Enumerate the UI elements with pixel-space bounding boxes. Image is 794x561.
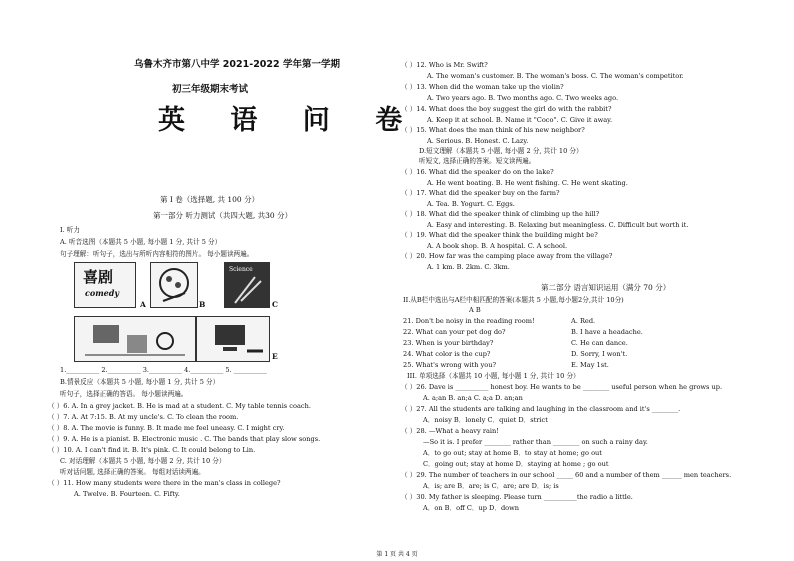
question-27-options: A．noisy B．lonely C．quiet D．strict	[423, 416, 548, 424]
question-10: （ ）10. A. I can't find it. B. It's pink. C. It could belong to Lin.	[48, 446, 256, 454]
question-17: （ ）17. What did the speaker buy on the farm?	[401, 189, 560, 197]
match-b: B. I have a headache.	[571, 328, 643, 336]
question-14: （ ）14. What does the boy suggest the girl do with the rabbit?	[401, 105, 612, 113]
section-listening: I. 听力	[60, 226, 80, 234]
food-icon	[151, 263, 197, 307]
question-27: （ ）27. All the students are talking and laughing in the classroom and it's ________.	[401, 405, 681, 413]
section-b-note: 听句子，选择正确的答语。 每小题读两遍。	[60, 390, 188, 398]
question-19: （ ）19. What did the speaker think the building might be?	[401, 231, 598, 239]
picture-e	[196, 316, 270, 362]
question-16-options: A. He went boating. B. He went fishing. C. He went skating.	[427, 179, 628, 187]
question-16: （ ）16. What did the speaker do on the lake?	[401, 168, 554, 176]
section-c-note: 听对话问题, 选择正确的答案。 每组对话读两遍。	[60, 468, 205, 476]
question-30-options: A．on B．off C．up D．down	[423, 504, 520, 512]
computer-icon	[197, 317, 269, 361]
label-c: C	[272, 300, 278, 309]
question-30: （ ）30. My father is sleeping. Please turn __________the radio a little.	[401, 493, 633, 501]
question-13-options: A. Two years ago. B. Two months ago. C. Two weeks ago.	[427, 94, 619, 102]
page-title: 英 语 问 卷	[158, 105, 421, 136]
section-iii-title: III. 单项选择（本题共 10 小题, 每小题 1 分, 共计 10 分）	[407, 372, 580, 380]
match-a: A. Red.	[571, 317, 596, 325]
question-11: （ ）11. How many students were there in the man's class in college?	[48, 479, 281, 487]
question-28-options-2: C．going out; stay at home D．staying at home ; go out	[423, 460, 609, 468]
match-c: C. He can dance.	[571, 339, 628, 347]
question-15-options: A. Serious. B. Honest. C. Lazy.	[427, 137, 529, 145]
question-7: （ ）7. A. At 7:15. B. At my uncle's. C. To clean the room.	[48, 413, 239, 421]
question-12-options: A. The woman's customer. B. The woman's boss. C. The woman's competitor.	[427, 72, 684, 80]
question-18-options: A. Easy and interesting. B. Relaxing but meaningless. C. Difficult but worth it.	[427, 221, 689, 229]
question-14-options: A. Keep it at school. B. Name it "Coco". C. Give it away.	[427, 116, 613, 124]
question-26-options: A. a;an B. an;a C. a;a D. an;an	[423, 394, 523, 402]
question-24: 24. What color is the cup?	[403, 350, 491, 358]
question-29-options: A．is; are B．are; is C．are; are D．is; is	[423, 482, 559, 490]
page-footer: 第 1 页 共 4 页	[376, 551, 418, 558]
question-23: 23. When is your birthday?	[403, 339, 494, 347]
question-29: （ ）29. The number of teachers in our school _____ 60 and a number of them ______ men teachers.	[401, 471, 732, 479]
section-d-note: 听短文, 选择正确的答案。短文读两遍。	[419, 157, 536, 165]
question-19-options: A. A book shop. B. A hospital. C. A school.	[427, 242, 568, 250]
question-28: （ ）28. —What a heavy rain!	[401, 427, 499, 435]
question-22: 22. What can your pet dog do?	[403, 328, 506, 336]
section-b-title: B.情景反应（本题共 5 小题, 每小题 1 分, 共计 5 分）	[60, 378, 220, 386]
question-21: 21. Don't be noisy in the reading room!	[403, 317, 535, 325]
label-a: A	[140, 300, 146, 309]
music-equipment-icon	[75, 317, 195, 361]
question-17-options: A. Tea. B. Yogurt. C. Eggs.	[427, 200, 515, 208]
label-e: E	[272, 352, 278, 361]
part1-sub: 第一部分 听力测试（共四大题, 共30 分）	[153, 211, 293, 220]
section-a-note: 句子理解：听句子，选出与所听内容相符的图片。 每小题读两遍。	[60, 250, 254, 258]
school-heading: 乌鲁木齐市第八中学 2021-2022 学年第一学期	[134, 59, 340, 70]
label-b: B	[199, 300, 206, 309]
question-28-options-1: A．to go out; stay at home B．to stay at home; go out	[423, 449, 602, 457]
picture-b	[150, 262, 198, 308]
question-15: （ ）15. What does the man think of his new neighbor?	[401, 126, 585, 134]
question-25: 25. What's wrong with you?	[403, 361, 497, 369]
section-ii-title: II.从B栏中选出与A栏中相匹配的答案(本题共 5 小题,每小题2分,共计 10分)	[403, 296, 624, 304]
grade-heading: 初三年级期末考试	[172, 84, 249, 95]
column-headers: A B	[469, 306, 481, 314]
match-e: E. May 1st.	[571, 361, 609, 369]
picture-a: 喜剧 comedy	[74, 262, 136, 308]
question-20-options: A. 1 km. B. 2km. C. 3km.	[427, 263, 510, 271]
question-11-options: A. Twelve. B. Fourteen. C. Fifty.	[74, 490, 180, 498]
question-13: （ ）13. When did the woman take up the violin?	[401, 83, 564, 91]
lightning-icon	[225, 263, 269, 307]
question-20: （ ）20. How far was the camping place away from the village?	[401, 252, 613, 260]
picture-c: Science	[224, 262, 270, 308]
section-d-title: D.短文理解（本题共 5 小题, 每小题 2 分, 共计 10 分）	[419, 147, 583, 155]
section-c-title: C. 对话理解（本题共 5 小题, 每小题 2 分, 共计 10 分）	[60, 457, 226, 465]
picture-d	[74, 316, 196, 362]
question-9: （ ）9. A. He is a pianist. B. Electronic music . C. The bands that play slow songs.	[48, 435, 321, 443]
answer-blanks: 1.__________ 2.__________ 3.__________ 4.__________ 5. __________	[60, 366, 267, 374]
part2-heading: 第二部分 语言知识运用（满分 70 分）	[541, 283, 671, 292]
question-26: （ ）26. Dave is __________ honest boy. He wants to be ________ useful person when he grows up.	[401, 383, 723, 391]
question-6: （ ）6. A. In a grey jacket. B. He is mad at a student. C. My table tennis coach.	[48, 402, 311, 410]
section-a-title: A. 听音选图（本题共 5 小题, 每小题 1 分, 共计 5 分）	[60, 238, 222, 246]
part1-heading: 第 I 卷（选择题, 共 100 分）	[160, 195, 260, 204]
question-12: （ ）12. Who is Mr. Swift?	[401, 61, 488, 69]
question-8: （ ）8. A. The movie is funny. B. It made me feel uneasy. C. I might cry.	[48, 424, 285, 432]
match-d: D. Sorry, I won't.	[571, 350, 628, 358]
question-28-line2: —So it is. I prefer ________ rather than ________ on such a rainy day.	[423, 438, 648, 446]
question-18: （ ）18. What did the speaker think of climbing up the hill?	[401, 210, 600, 218]
